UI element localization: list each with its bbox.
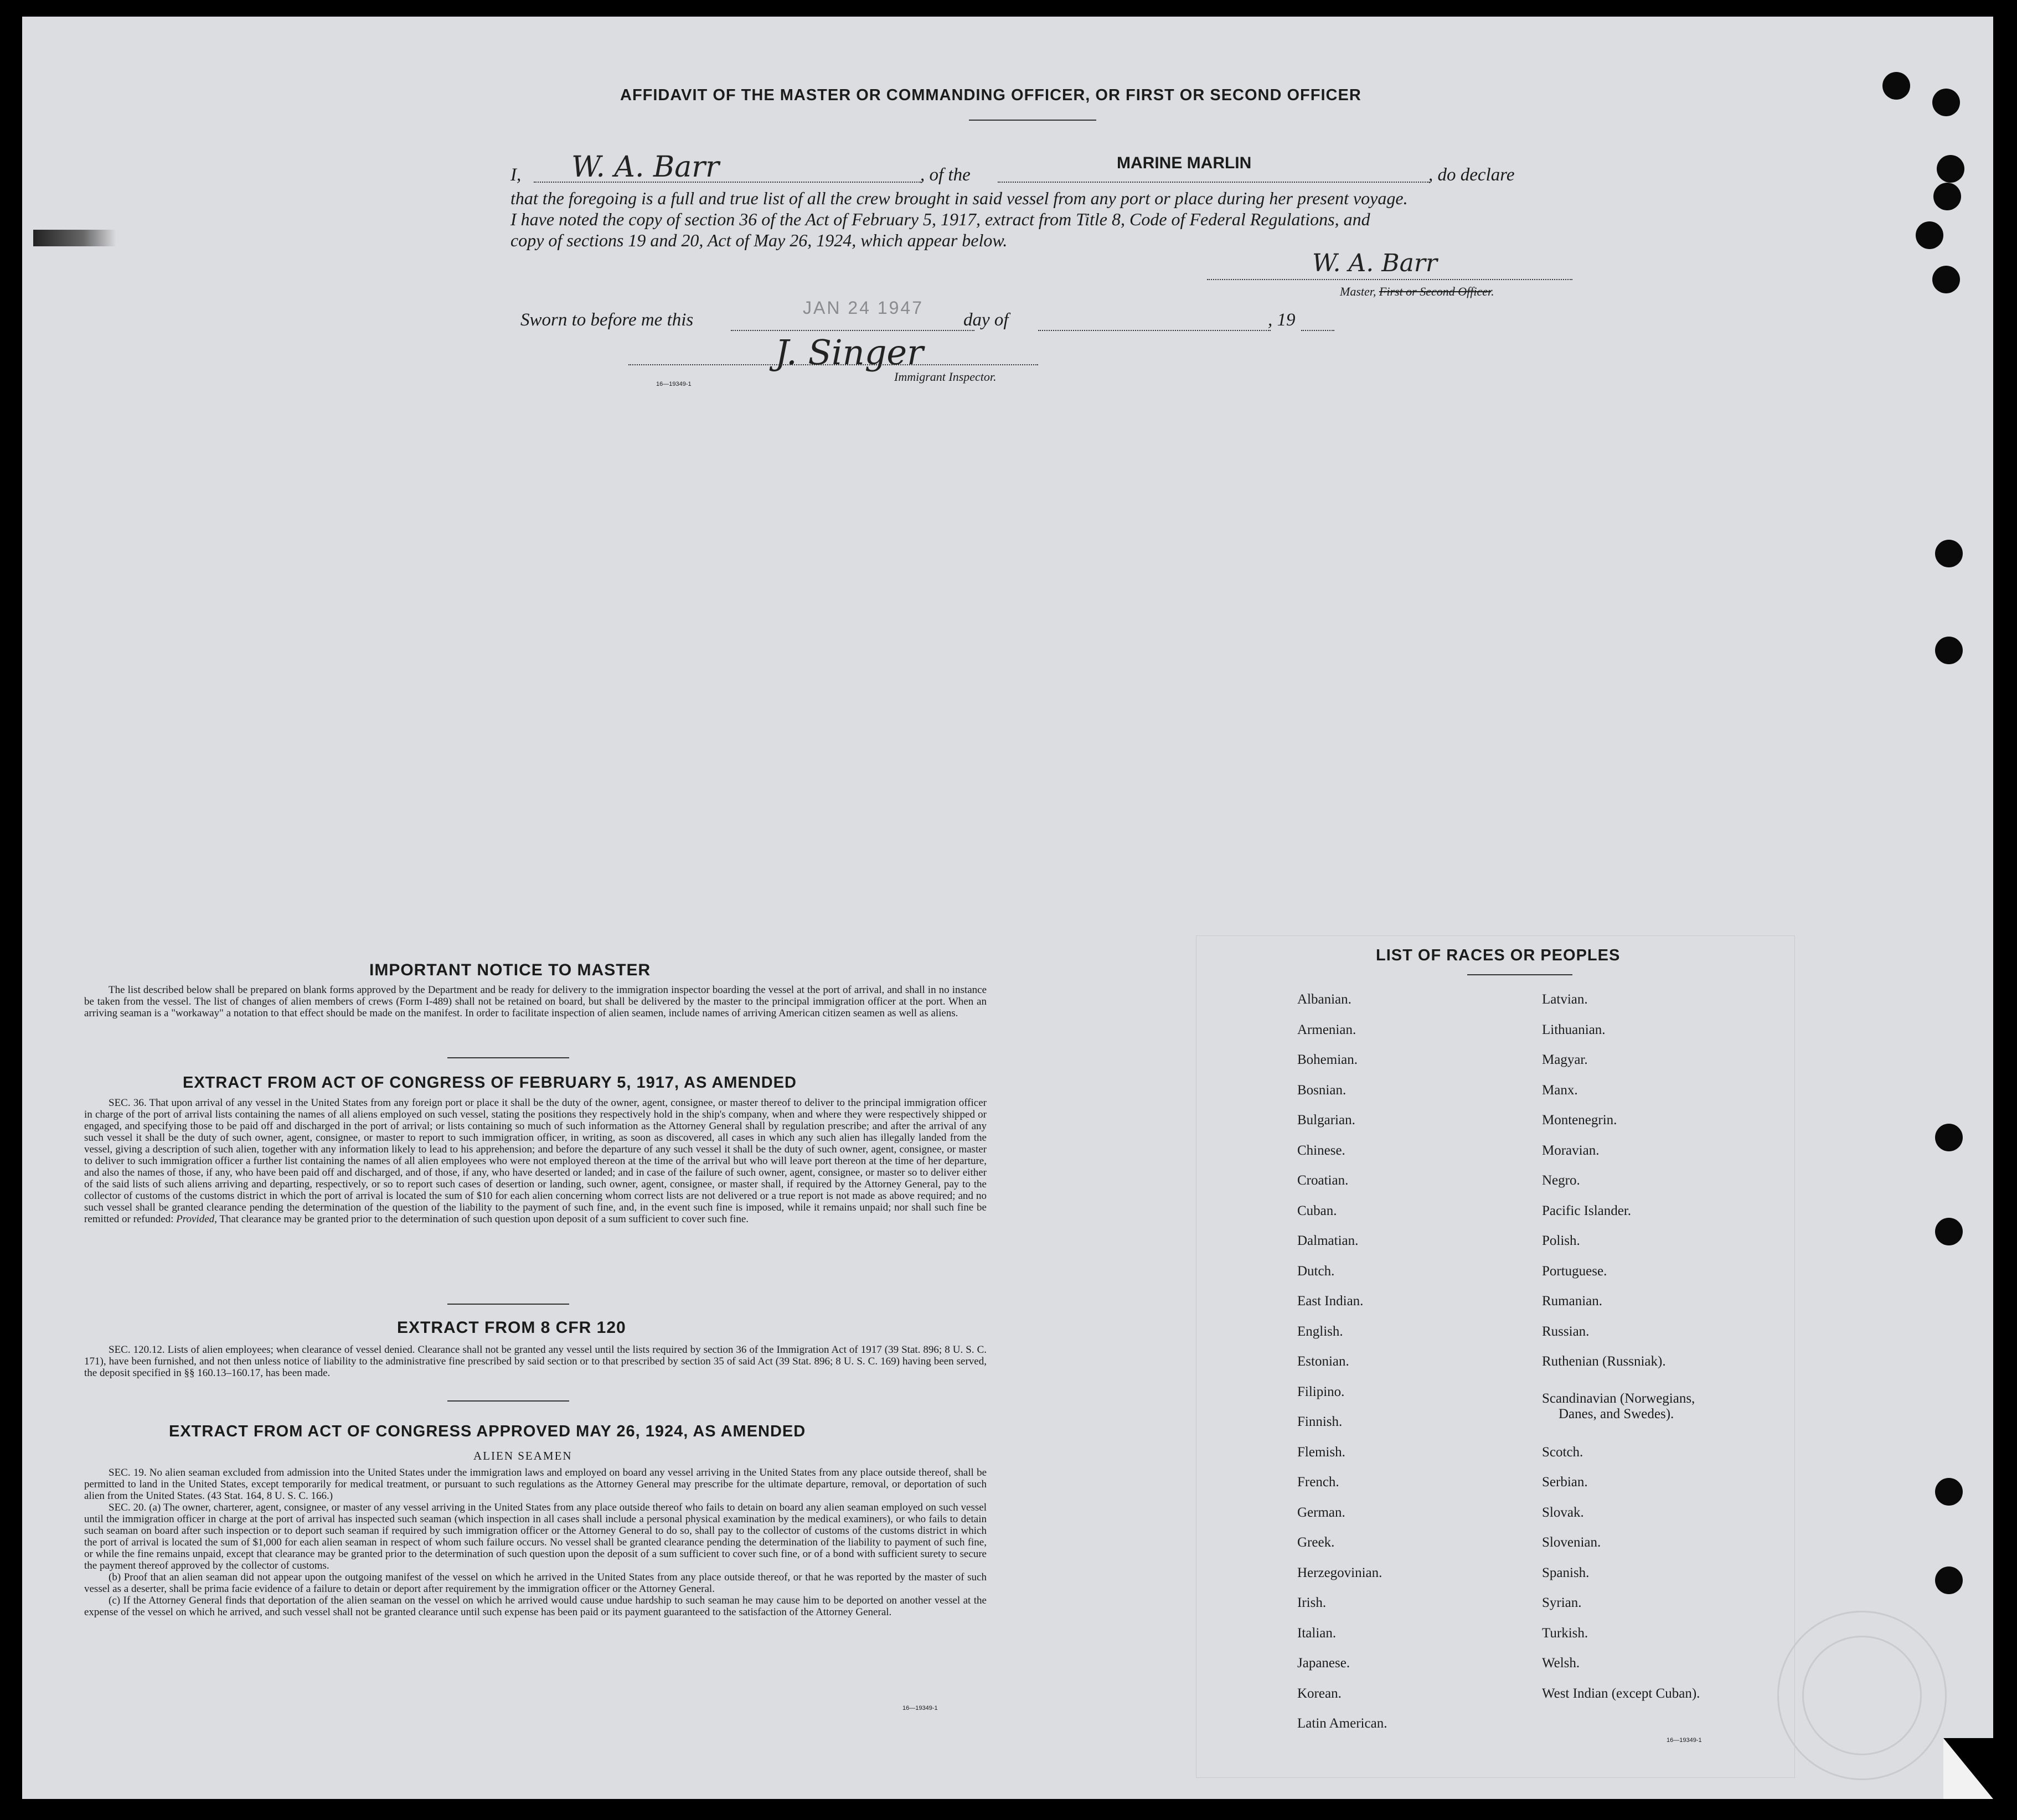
extract-1917-title: EXTRACT FROM ACT OF CONGRESS OF FEBRUARY 5, 1917, AS AMENDED [183, 1074, 797, 1092]
affidavit-line4: copy of sections 19 and 20, Act of May 26, 1924, which appear below. [510, 230, 1008, 250]
extract-1917-divider [447, 1304, 569, 1305]
race-item: Spanish. [1542, 1565, 1590, 1580]
embossed-seal-inner [1802, 1636, 1922, 1755]
race-item: Japanese. [1297, 1656, 1350, 1671]
race-item: Greek. [1297, 1535, 1335, 1550]
race-item: Welsh. [1542, 1656, 1580, 1671]
race-item: Filipino. [1297, 1384, 1345, 1399]
race-item: Croatian. [1297, 1173, 1349, 1188]
race-item: Montenegrin. [1542, 1113, 1617, 1128]
extract-1917-body [84, 1097, 987, 1225]
race-item: Portuguese. [1542, 1263, 1607, 1279]
punch-hole [1935, 637, 1963, 664]
race-item: Danes, and Swedes). [1559, 1406, 1674, 1421]
affidavit-title: AFFIDAVIT OF THE MASTER OR COMMANDING OFFICER, OR FIRST OR SECOND OFFICER [620, 86, 1361, 104]
master-caption-end: . [1491, 285, 1494, 298]
form-number-bottom-right: 16—19349-1 [1667, 1737, 1702, 1744]
race-item: Magyar. [1542, 1052, 1588, 1067]
sworn-day-line [731, 330, 974, 331]
notice-title: IMPORTANT NOTICE TO MASTER [369, 961, 651, 979]
punch-hole [1935, 1566, 1963, 1594]
affidavit-line2: that the foregoing is a full and true list of all the crew brought in said vessel from any port or place during her present voyage. [510, 188, 1408, 208]
vessel-fill-line [998, 182, 1430, 183]
race-item: Dutch. [1297, 1263, 1335, 1279]
race-item: Cuban. [1297, 1203, 1337, 1218]
race-item: Ruthenian (Russniak). [1542, 1354, 1666, 1369]
alien-seamen-subtitle: ALIEN SEAMEN [473, 1449, 572, 1462]
date-stamp: JAN 24 1947 [803, 298, 924, 318]
race-item: Bohemian. [1297, 1052, 1358, 1067]
sec20b-paragraph: (b) Proof that an alien seaman did not appear upon the outgoing manifest of the vessel on which he arrived in the United States from any place outside thereof, or that he was reported by the master of such vessel as a deserter, shall be prima facie evidence of a failure to detain or deport after requirement by the immigration officer or the Attorney General. [84, 1571, 987, 1595]
sworn-prefix: Sworn to before me this [520, 310, 694, 330]
races-panel [1196, 935, 1795, 1778]
punch-hole [1935, 1478, 1963, 1506]
sec20c-paragraph: (c) If the Attorney General finds that deportation of the alien seaman on the vessel on which he arrived would cause undue hardship to such seaman he may cause him to be deported on another vessel at the expense of the vessel on which he arrived, and such vessel shall not be granted clearance until such expense has been paid or its payment guaranteed to the satisfaction of the Attorney General. [84, 1595, 987, 1618]
year-prefix: , 19 [1268, 310, 1296, 330]
race-item: Bosnian. [1297, 1082, 1347, 1098]
punch-hole [1935, 540, 1963, 567]
form-number-top: 16—19349-1 [656, 381, 692, 387]
race-item: Irish. [1297, 1595, 1327, 1610]
do-declare-text: , do declare [1428, 165, 1515, 185]
curled-corner [1943, 1738, 1993, 1799]
name-fill-line [534, 182, 921, 183]
master-name-handwritten: W. A. Barr [571, 151, 719, 184]
race-item: Manx. [1542, 1082, 1578, 1098]
race-item: Russian. [1542, 1323, 1590, 1339]
sec36-text-end: That clearance may be granted prior to the determination of such question upon deposit of a sum sufficient to cover such fine. [219, 1213, 749, 1225]
punch-hole [1935, 1124, 1963, 1151]
extract-1924-body [84, 1467, 987, 1618]
race-item: Dalmatian. [1297, 1233, 1359, 1248]
race-item: Polish. [1542, 1233, 1580, 1248]
race-item: Flemish. [1297, 1444, 1345, 1460]
i-prefix: I, [510, 165, 522, 185]
race-item: Estonian. [1297, 1354, 1349, 1369]
race-item: West Indian (except Cuban). [1542, 1685, 1700, 1701]
race-item: Pacific Islander. [1542, 1203, 1632, 1218]
race-item: Finnish. [1297, 1414, 1343, 1429]
of-the-text: , of the [920, 165, 971, 185]
race-item: Korean. [1297, 1685, 1342, 1701]
race-item: Latvian. [1542, 992, 1588, 1007]
cfr-body [84, 1344, 987, 1379]
races-divider [1467, 974, 1572, 975]
sec20a-paragraph: SEC. 20. (a) The owner, charterer, agent, consignee, or master of any vessel arriving in the United States from any place outside thereof who fails to detain on board any alien seaman employed on such vessel until the immigration officer in charge at the port of arrival has inspected such seaman (which inspection in all cases shall include a personal physical examination by the medical examiners), or who fails to detain such seaman on board after such inspection or to deport such seaman if required by such immigration officer or the Attorney General to do so, shall pay to the collector of customs of the customs district in which the port of arrival is located the sum of $1,000 for each alien seaman in respect of whom such failure occurs. No vessel shall be granted clearance pending the determination of the liability to payment of such fine, or while the fine remains unpaid, except that clearance may be granted prior to the determination of such question upon the deposit of a sum sufficient to cover such fine, or of a bond with sufficient surety to secure the payment thereof approved by the collector of customs. [84, 1502, 987, 1571]
inspector-caption: Immigrant Inspector. [894, 370, 997, 384]
margin-smudge [33, 230, 116, 246]
master-signature-line [1207, 279, 1572, 280]
punch-hole [1933, 183, 1961, 210]
race-item: Armenian. [1297, 1022, 1356, 1037]
document-page [22, 17, 1993, 1799]
race-item: Bulgarian. [1297, 1113, 1355, 1128]
master-caption [1340, 285, 1494, 299]
race-item: Lithuanian. [1542, 1022, 1606, 1037]
race-item: Serbian. [1542, 1475, 1588, 1490]
cfr-divider [447, 1400, 569, 1402]
provided-word: Provided, [176, 1213, 217, 1225]
races-title: LIST OF RACES OR PEOPLES [1376, 947, 1621, 964]
cfr-paragraph: SEC. 120.12. Lists of alien employees; when clearance of vessel denied. Clearance shall not be granted any vessel until the lists required by section 36 of the Immigration Act of 1917 (39 Stat. 896; 8 U. S. C. 171), have been furnished, and not then unless notice of liability to the administrative fine prescribed by said section or to that prescribed by section 35 of said Act (39 Stat. 896; 8 U. S. C. 169) having been served, the deposit specified in §§ 160.13–160.17, has been made. [84, 1344, 987, 1379]
punch-hole [1882, 72, 1910, 100]
race-item: Chinese. [1297, 1142, 1345, 1158]
sec36-text: SEC. 36. That upon arrival of any vessel in the United States from any foreign port or place it shall be the duty of the owner, agent, consignee, or master thereof to deliver to the principal immigration officer in charge of the port of arrival lists containing the names of all aliens employed on such vessel, stating the positions they respectively hold in the ship's company, when and where they were respectively shipped or engaged, and specifying those to be paid off and discharged in the port of arrival; or lists containing so much of such information as the Attorney General shall by regulation prescribe; and after the arrival of any such vessel it shall be the duty of such owner, agent, consignee, or master to report to such immigration officer, in writing, as soon as discovered, all cases in which any such alien has illegally landed from the vessel, giving a description of such alien, together with any information likely to lead to his apprehension; and before the departure of any such vessel it shall be the duty of such owner, agent, consignee, or master to deliver to such immigration officer a further list containing the names of all alien employees who were not employed thereon at the time of the arrival but who will leave port thereon at the time of her departure, and also the names of those, if any, who have been paid off and discharged, and of those, if any, who have deserted or landed; and in case of the failure of such owner, agent, consignee, or master so to deliver either of the said lists of such aliens arriving and departing, respectively, or so to report such cases of desertion or landing, such owner, agent, consignee, or master shall, if required by the Attorney General, pay to the collector of customs of the customs district in which the port of arrival is located the sum of $10 for each alien concerning whom correct lists are not delivered or a true report is not made as above required; and no such vessel shall be granted clearance pending the determination of the question of the liability to the payment of such fine, and, in the event such fine is imposed, while it remains unpaid; nor shall such fine be remitted or refunded: [84, 1097, 987, 1225]
race-item: East Indian. [1297, 1294, 1364, 1309]
race-item: Albanian. [1297, 992, 1351, 1007]
punch-hole [1932, 266, 1960, 293]
punch-hole [1937, 155, 1964, 183]
form-number-bottom-left: 16—19349-1 [902, 1705, 938, 1712]
race-item: Italian. [1297, 1625, 1337, 1641]
notice-paragraph: The list described below shall be prepared on blank forms approved by the Department and be ready for delivery to the immigration inspector boarding the vessel at the port of arrival, and shall in no instance be taken from the vessel. The list of changes of alien members of crews (Form I-489) shall not be retained on board, but shall be delivered by the master to the principal immigration officer at the port. When an arriving seaman is a "workaway" a notation to that effect should be made on the manifest. In order to facilitate inspection of alien seamen, include names of arriving American citizen seamen as well as aliens. [84, 984, 987, 1019]
race-item: English. [1297, 1323, 1343, 1339]
race-item: Slovak. [1542, 1504, 1584, 1520]
race-item: Latin American. [1297, 1716, 1387, 1731]
race-item: Syrian. [1542, 1595, 1582, 1610]
race-item: French. [1297, 1475, 1339, 1490]
day-of-text: day of [963, 310, 1009, 330]
race-item: Moravian. [1542, 1142, 1600, 1158]
vessel-name: MARINE MARLIN [1117, 154, 1252, 172]
inspector-signature: J. Singer [775, 332, 924, 373]
inspector-signature-line [628, 364, 1038, 365]
sworn-month-line [1038, 330, 1271, 331]
race-item: German. [1297, 1504, 1345, 1520]
master-signature: W. A. Barr [1312, 249, 1437, 277]
race-item: Turkish. [1542, 1625, 1588, 1641]
title-divider [969, 120, 1096, 121]
race-item: Scotch. [1542, 1444, 1583, 1460]
sec19-paragraph: SEC. 19. No alien seaman excluded from admission into the United States under the immigration laws and employed on board any vessel arriving in the United States from any place outside thereof, shall be permitted to land in the United States, except temporarily for medical treatment, or pursuant to such regulations as the Attorney General may prescribe for the ultimate departure, removal, or deportation of such alien from the United States. (43 Stat. 164, 8 U. S. C. 166.) [84, 1467, 987, 1502]
race-item: Slovenian. [1542, 1535, 1601, 1550]
race-item: Herzegovinian. [1297, 1565, 1383, 1580]
notice-divider [447, 1057, 569, 1058]
affidavit-line1 [510, 151, 1585, 185]
race-item: Scandinavian (Norwegians, [1542, 1390, 1695, 1406]
struck-caption: First or Second Officer [1379, 285, 1492, 298]
extract-1924-title: EXTRACT FROM ACT OF CONGRESS APPROVED MAY 26, 1924, AS AMENDED [169, 1423, 806, 1440]
affidavit-line3: I have noted the copy of section 36 of the Act of February 5, 1917, extract from Title 8, Code of Federal Regulations, and [510, 209, 1370, 229]
punch-hole [1932, 89, 1960, 116]
sec36-paragraph [84, 1097, 987, 1225]
cfr-title: EXTRACT FROM 8 CFR 120 [397, 1319, 626, 1337]
punch-hole [1916, 221, 1943, 249]
punch-hole [1935, 1218, 1963, 1245]
race-item: Rumanian. [1542, 1294, 1603, 1309]
sworn-year-line [1301, 330, 1334, 331]
race-item: Negro. [1542, 1173, 1580, 1188]
master-caption-text: Master, [1340, 285, 1376, 298]
notice-body [84, 984, 987, 1019]
